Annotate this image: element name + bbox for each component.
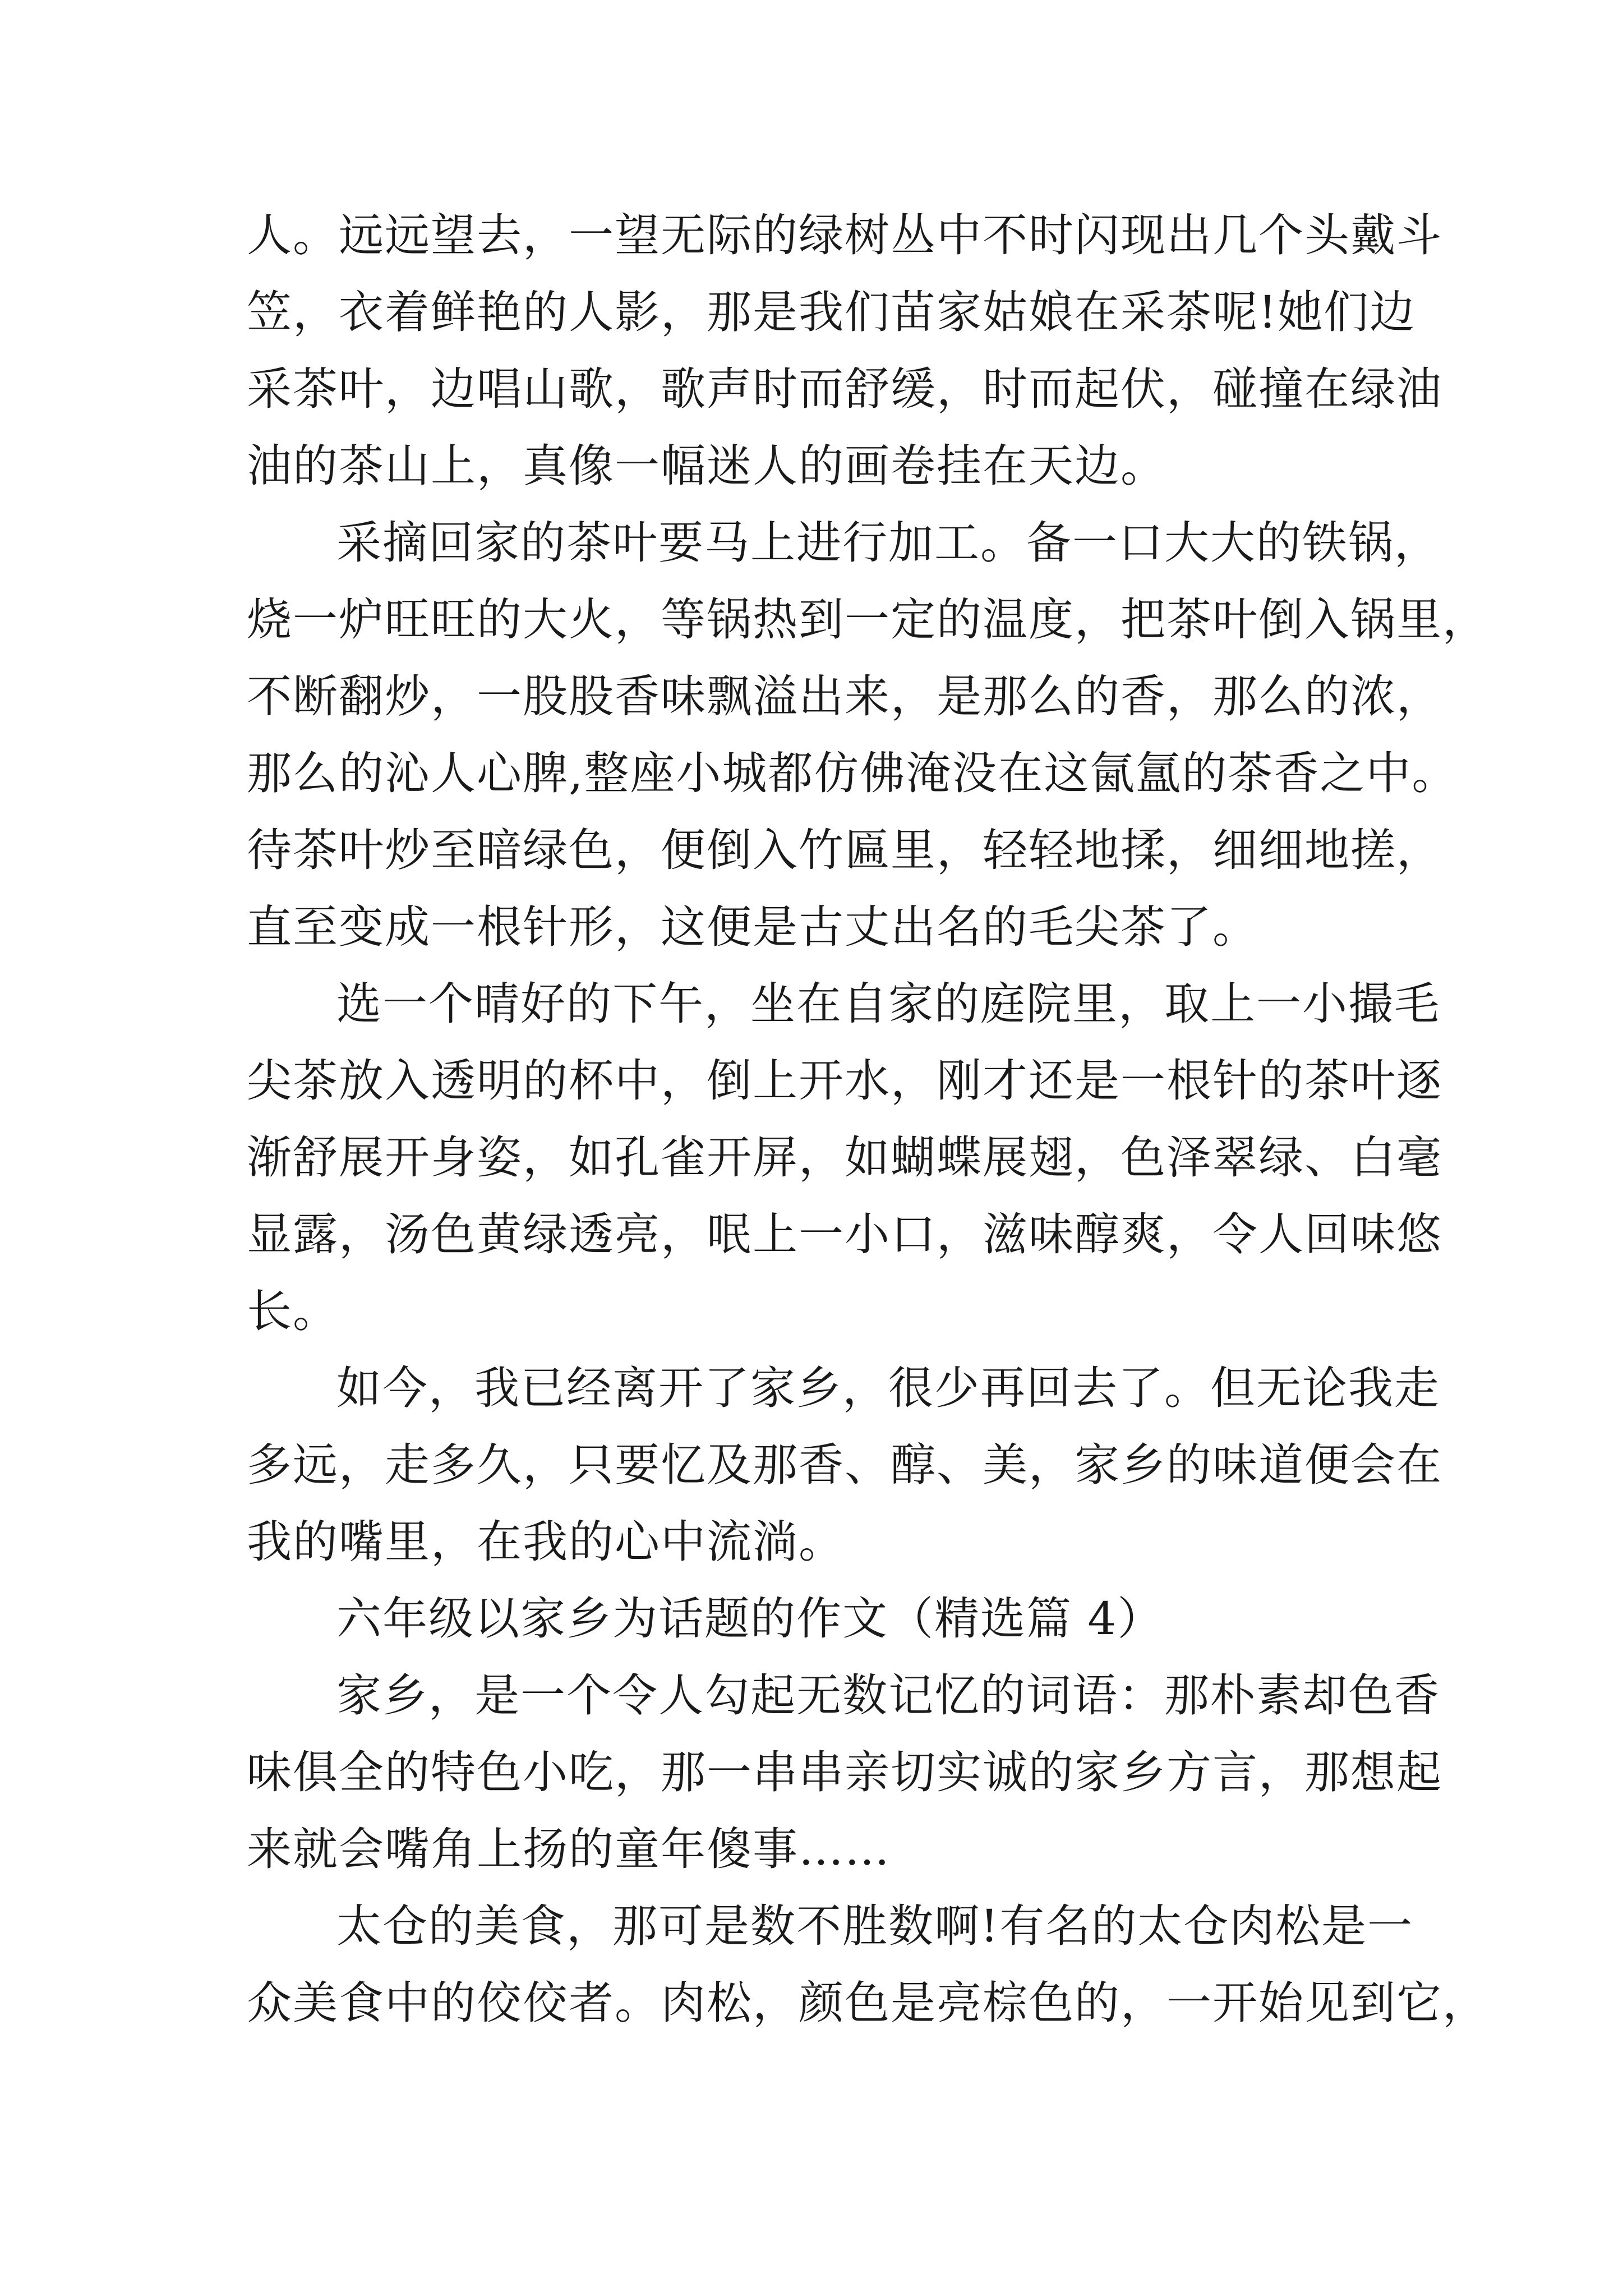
paragraph-start-line: 如今，我已经离开了家乡，很少再回去了。但无论我走 <box>336 1362 1440 1414</box>
text-line: 渐舒展开身姿，如孔雀开屏，如蝴蝶展翅，色泽翠绿、白毫 <box>247 1131 1442 1184</box>
section-heading: 六年级以家乡为话题的作文（精选篇 4） <box>336 1593 1164 1645</box>
text-line: 笠，衣着鲜艳的人影，那是我们苗家姑娘在采茶呢!她们边 <box>247 286 1416 338</box>
text-line: 味俱全的特色小吃，那一串串亲切实诚的家乡方言，那想起 <box>247 1746 1442 1798</box>
text-line: 不断翻炒，一股股香味飘溢出来，是那么的香，那么的浓， <box>247 670 1442 723</box>
text-line: 待茶叶炒至暗绿色，便倒入竹匾里，轻轻地揉，细细地搓， <box>247 824 1442 876</box>
paragraph-start-line: 太仓的美食，那可是数不胜数啊!有名的太仓肉松是一 <box>336 1900 1414 1952</box>
text-line: 尖茶放入透明的杯中，倒上开水，刚才还是一根针的茶叶逐 <box>247 1055 1442 1107</box>
text-line: 人。远远望去，一望无际的绿树丛中不时闪现出几个头戴斗 <box>247 209 1442 261</box>
text-line: 那么的沁人心脾,整座小城都仿佛淹没在这氤氲的茶香之中。 <box>247 747 1458 799</box>
text-line: 我的嘴里，在我的心中流淌。 <box>247 1516 845 1568</box>
text-line: 长。 <box>247 1285 339 1337</box>
text-line: 烧一炉旺旺的大火，等锅热到一定的温度，把茶叶倒入锅里， <box>247 593 1488 646</box>
text-line: 多远，走多久，只要忆及那香、醇、美，家乡的味道便会在 <box>247 1439 1442 1491</box>
text-line: 采茶叶，边唱山歌，歌声时而舒缓，时而起伏，碰撞在绿油 <box>247 363 1442 415</box>
paragraph-start-line: 家乡，是一个令人勾起无数记忆的词语：那朴素却色香 <box>336 1669 1440 1722</box>
paragraph-start-line: 选一个晴好的下午，坐在自家的庭院里，取上一小撮毛 <box>336 978 1440 1030</box>
paragraph-start-line: 采摘回家的茶叶要马上进行加工。备一口大大的铁锅， <box>336 517 1440 569</box>
text-line: 众美食中的佼佼者。肉松，颜色是亮棕色的，一开始见到它， <box>247 1977 1488 2029</box>
text-line: 油的茶山上，真像一幅迷人的画卷挂在天边。 <box>247 440 1166 492</box>
text-line: 来就会嘴角上扬的童年傻事…… <box>247 1823 891 1875</box>
text-line: 直至变成一根针形，这便是古丈出名的毛尖茶了。 <box>247 901 1258 953</box>
text-line: 显露，汤色黄绿透亮，呡上一小口，滋味醇爽，令人回味悠 <box>247 1208 1442 1260</box>
